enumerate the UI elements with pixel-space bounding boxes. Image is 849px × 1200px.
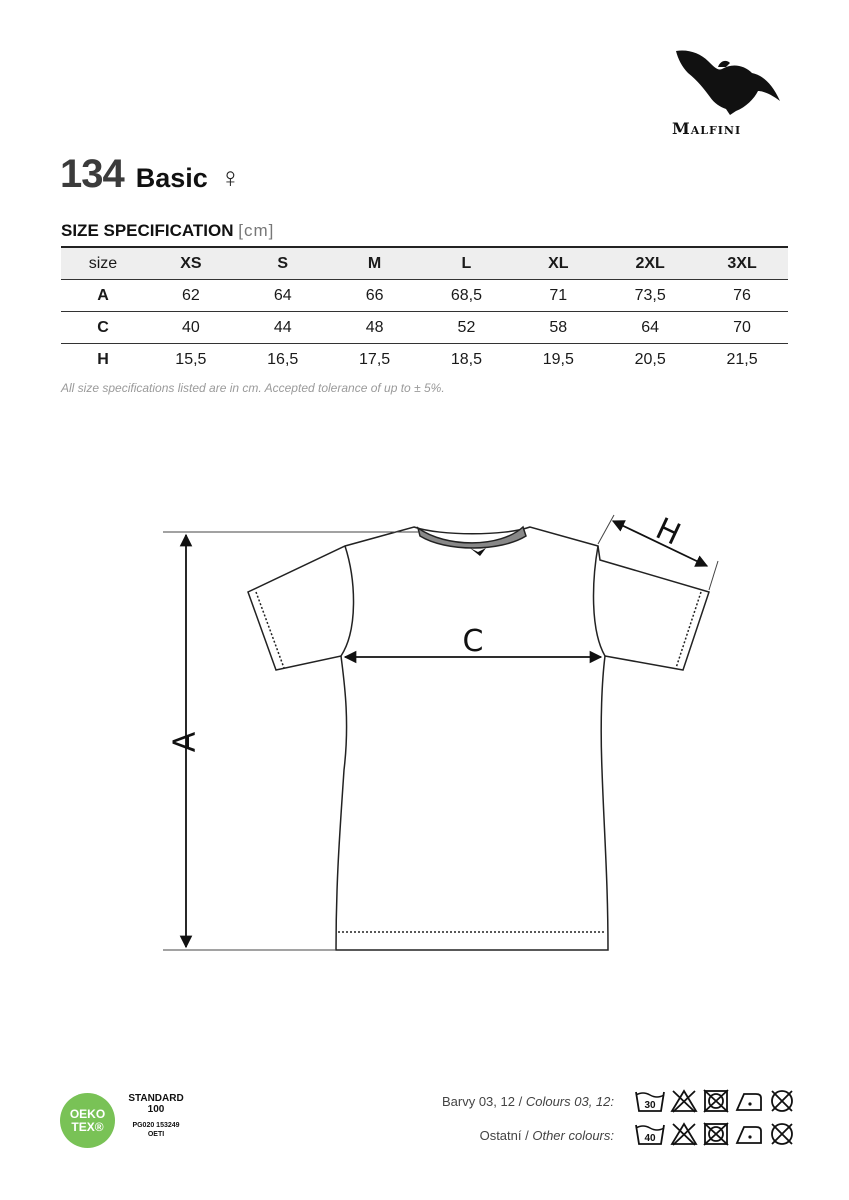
- iron-icon: [734, 1088, 764, 1114]
- no-bleach-icon: [670, 1121, 698, 1147]
- care-symbols-row: [634, 1088, 796, 1114]
- table-row: [61, 312, 788, 344]
- label-h: H: [650, 511, 686, 553]
- table-cell: 16,5: [267, 350, 299, 368]
- size-header-cell: XS: [180, 254, 202, 272]
- separator: /: [514, 1094, 526, 1109]
- wash-temp: 30: [644, 1100, 656, 1111]
- tshirt-diagram: [150, 505, 730, 965]
- neck-label-icon: [470, 548, 486, 556]
- no-dry-clean-icon: [768, 1121, 796, 1147]
- badge-line: OEKO: [69, 1106, 106, 1121]
- product-name: Basic: [135, 163, 208, 193]
- table-cell: 58: [549, 318, 568, 336]
- oeko-tex-badge: [60, 1093, 115, 1148]
- oeko-tex-certification: [60, 1093, 191, 1148]
- colours-local: Barvy 03, 12: [441, 1094, 515, 1109]
- size-table: [61, 246, 788, 375]
- table-cell: 62: [181, 286, 200, 304]
- iron-icon: [734, 1121, 764, 1147]
- row-label: A: [97, 286, 109, 304]
- table-cell: 64: [273, 286, 292, 304]
- eagle-icon: [674, 45, 784, 117]
- size-header-cell: XL: [548, 254, 569, 272]
- no-tumble-dry-icon: [702, 1088, 730, 1114]
- cert-number: PG020 153249: [132, 1122, 180, 1129]
- table-cell: 19,5: [542, 350, 574, 368]
- table-cell: 17,5: [359, 350, 391, 368]
- size-header-label: size: [88, 254, 118, 272]
- colours-line: [442, 1094, 614, 1109]
- label-c: C: [462, 624, 484, 659]
- table-cell: 73,5: [634, 286, 666, 304]
- spec-unit: [cm]: [238, 221, 275, 240]
- row-label: H: [97, 350, 109, 368]
- table-cell: 15,5: [175, 350, 207, 368]
- table-cell: 52: [457, 318, 476, 336]
- oeko-tex-text: [121, 1093, 191, 1148]
- no-tumble-dry-icon: [702, 1121, 730, 1147]
- tshirt-outline: [248, 527, 709, 950]
- table-cell: 20,5: [634, 350, 666, 368]
- table-cell: 21,5: [726, 350, 758, 368]
- table-cell: 40: [181, 318, 200, 336]
- table-cell: 48: [365, 318, 384, 336]
- table-row: [61, 344, 788, 376]
- table-cell: 66: [365, 286, 384, 304]
- size-header-cell: L: [461, 254, 472, 272]
- no-bleach-icon: [670, 1088, 698, 1114]
- wash-icon: [634, 1088, 666, 1114]
- badge-line: TEX®: [71, 1119, 104, 1134]
- separator: /: [521, 1128, 533, 1143]
- guide-lines: [163, 515, 718, 950]
- table-row: [61, 280, 788, 312]
- size-header-cell: M: [367, 254, 382, 272]
- table-cell: 44: [273, 318, 292, 336]
- table-cell: 18,5: [450, 350, 483, 368]
- row-label: C: [97, 318, 109, 336]
- tolerance-note: All size specifications listed are in cm. Accepted tolerance of up to ± 5%.: [61, 381, 445, 395]
- size-header-row: [61, 247, 788, 280]
- other-colours-local: Ostatní: [479, 1128, 522, 1143]
- cert-institute: OETI: [147, 1131, 165, 1138]
- brand-name: Malfini: [672, 119, 742, 138]
- table-cell: 70: [733, 318, 751, 336]
- other-colours-line: [480, 1128, 614, 1143]
- label-a: A: [167, 731, 203, 753]
- standard-number: 100: [147, 1104, 165, 1115]
- product-title: [60, 152, 241, 197]
- spec-heading: [61, 221, 274, 241]
- spec-heading-text: SIZE SPECIFICATION: [61, 221, 234, 240]
- care-symbols-row: [634, 1121, 796, 1147]
- wash-icon: [634, 1121, 666, 1147]
- table-cell: 64: [641, 318, 660, 336]
- standard-label: STANDARD: [128, 1093, 184, 1104]
- table-cell: 76: [733, 286, 751, 304]
- brand-logo: [660, 45, 800, 140]
- no-dry-clean-icon: [768, 1088, 796, 1114]
- wash-temp: 40: [644, 1133, 656, 1144]
- other-colours-en: Other colours:: [532, 1128, 614, 1143]
- table-cell: 68,5: [450, 286, 483, 304]
- size-header-cell: 3XL: [727, 254, 757, 272]
- size-header-cell: S: [277, 254, 289, 272]
- colours-en: Colours 03, 12:: [525, 1094, 614, 1109]
- product-code: 134: [60, 152, 124, 196]
- female-icon: ♀: [219, 162, 241, 193]
- size-header-cell: 2XL: [635, 254, 665, 272]
- table-cell: 71: [549, 286, 568, 304]
